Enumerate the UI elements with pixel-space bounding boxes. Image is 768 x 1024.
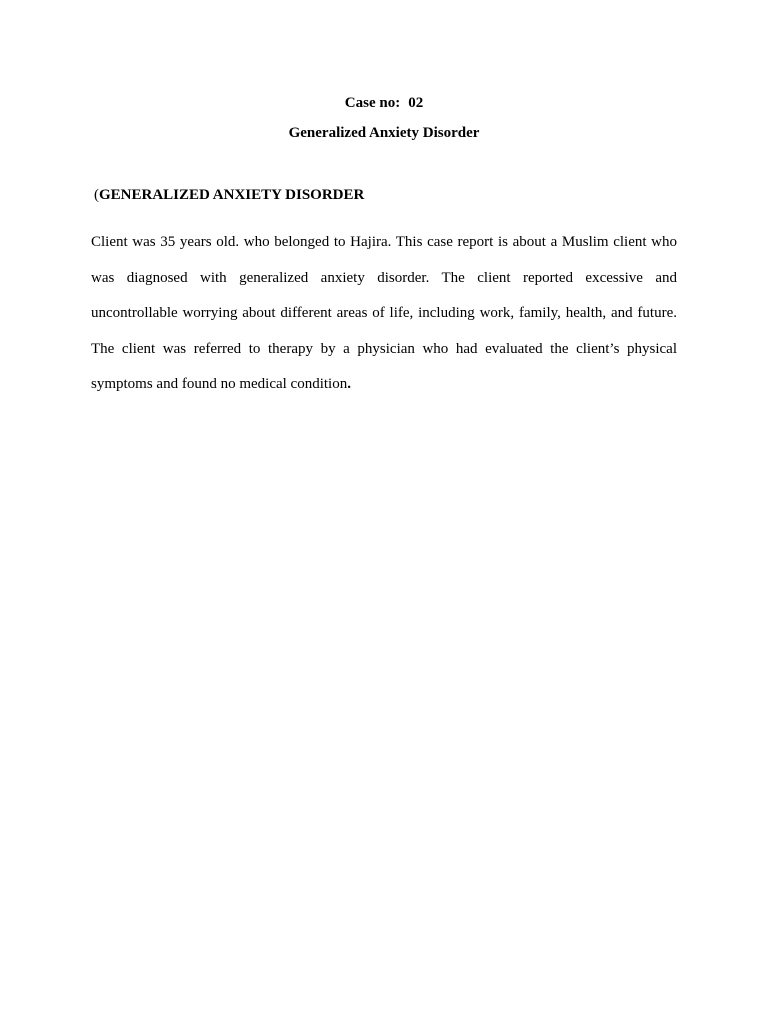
case-number-line	[0, 93, 768, 113]
case-paragraph	[91, 225, 677, 403]
case-paragraph-text: Client was 35 years old. who belonged to Hajira. This case report is about a Muslim client who was diagnosed with generalized anxiety disorder. The client reported excessive and uncontrollable worrying about different areas of life, including work, family, health, and future. The client was referred to therapy by a physician who had evaluated the client’s physical symptoms and found no medical condition	[91, 234, 677, 392]
case-paragraph-end: .	[347, 376, 351, 392]
document-title: Generalized Anxiety Disorder	[288, 125, 480, 141]
section-heading-paren: (	[94, 187, 99, 203]
case-number: 02	[408, 95, 424, 111]
case-label: Case no:	[344, 95, 401, 111]
section-heading-text: GENERALIZED ANXIETY DISORDER	[99, 187, 365, 203]
section-heading	[94, 185, 364, 205]
